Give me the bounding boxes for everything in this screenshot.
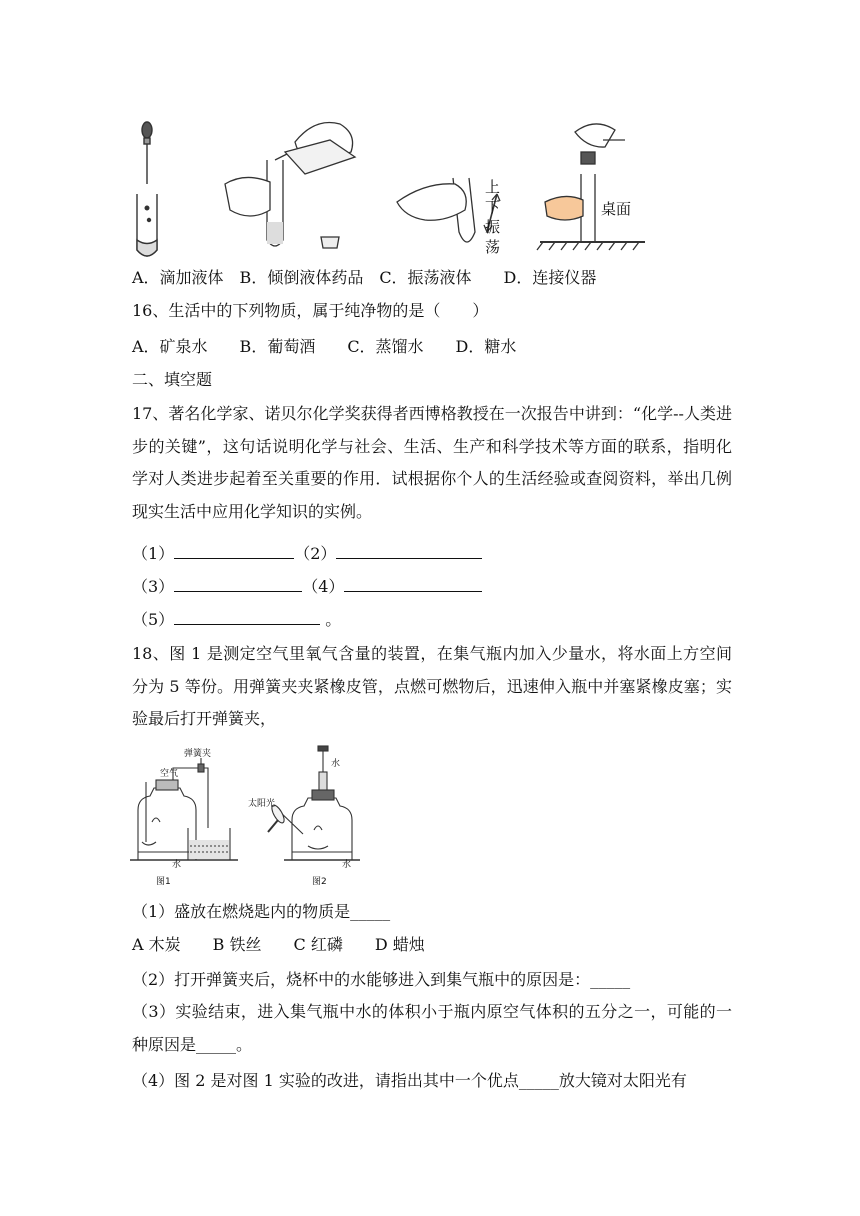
- label-fig2: 图2: [312, 877, 327, 887]
- label-water-1: 水: [172, 860, 182, 870]
- dropper-icon: [142, 122, 152, 184]
- q17-blank-3[interactable]: [174, 575, 302, 592]
- q18-sub4: （4）图 2 是对图 1 实验的改进，请指出其中一个优点_____放大镜对太阳光有: [132, 1071, 687, 1090]
- label-clamp: 弹簧夹: [184, 749, 212, 759]
- label-down: 下: [485, 198, 501, 216]
- q17-label-4: （4）: [302, 577, 345, 596]
- stopper-tube-icon: [537, 124, 645, 250]
- q17-blank-1[interactable]: [174, 542, 294, 559]
- q18-sub1: （1）盛放在燃烧匙内的物质是_____: [132, 902, 391, 921]
- label-fig1: 图1: [156, 877, 171, 887]
- q17-label-2: （2）: [294, 544, 337, 563]
- q17-answer-row-3: [132, 608, 341, 630]
- label-up: 上: [485, 178, 501, 196]
- q16-stem: 16、生活中的下列物质，属于纯净物的是（ ）: [132, 301, 489, 320]
- label-water-2: 水: [331, 759, 341, 769]
- q16-options: A．矿泉水 B．葡萄酒 C．蒸馏水 D．糖水: [132, 337, 517, 356]
- label-water-3: 水: [342, 860, 352, 870]
- pouring-hand-icon: [225, 122, 355, 248]
- label-shake-2: 荡: [485, 238, 501, 256]
- q18-sub1-options: A 木炭 B 铁丝 C 红磷 D 蜡烛: [132, 935, 425, 954]
- q17-end: 。: [325, 610, 342, 629]
- q17-blank-5[interactable]: [174, 608, 320, 625]
- q17-blank-2[interactable]: [336, 542, 482, 559]
- label-shake-1: 振: [485, 218, 501, 236]
- q17-answer-row-1: [132, 542, 482, 564]
- q17-text: 17、著名化学家、诺贝尔化学奖获得者西博格教授在一次报告中讲到：“化学--人类进步的关键”，这句话说明化学与社会、生活、生产和科学技术等方面的联系，指明化学对人类进步起着至关重要的作用．试根据你个人的生活经验或查阅资料，举出几例现实生活中应用化学知识的实例。: [132, 404, 732, 521]
- q18-text: 18、图 1 是测定空气里氧气含量的装置，在集气瓶内加入少量水，将水面上方空间分为 5 等份。用弹簧夹夹紧橡皮管，点燃可燃物后，迅速伸入瓶中并塞紧橡皮塞；实验最后打开弹簧夹，: [132, 644, 732, 728]
- q17-label-5: （5）: [132, 610, 175, 629]
- q17-label-1: （1）: [132, 544, 175, 563]
- label-desk: 桌面: [601, 200, 632, 218]
- q17-answer-row-2: [132, 575, 482, 597]
- q18-sub3: （3）实验结束，进入集气瓶中水的体积小于瓶内原空气体积的五分之一，可能的一种原因是_____。: [132, 1002, 732, 1054]
- q17-blank-4[interactable]: [344, 575, 482, 592]
- test-tube-a-icon: [137, 194, 157, 256]
- label-air: 空气: [160, 769, 179, 779]
- oxygen-experiment-figure: [128, 742, 360, 888]
- section-2-title: 二、填空题: [132, 370, 213, 389]
- figure-top-caption: A．滴加液体 B．倾倒液体药品 C．振荡液体 D．连接仪器: [132, 268, 597, 287]
- q18-sub2: （2）打开弹簧夹后，烧杯中的水能够进入到集气瓶中的原因是：_____: [132, 970, 631, 989]
- q17-label-3: （3）: [132, 577, 175, 596]
- apparatus-figure-top: [125, 112, 665, 262]
- label-sunlight: 太阳光: [248, 799, 276, 809]
